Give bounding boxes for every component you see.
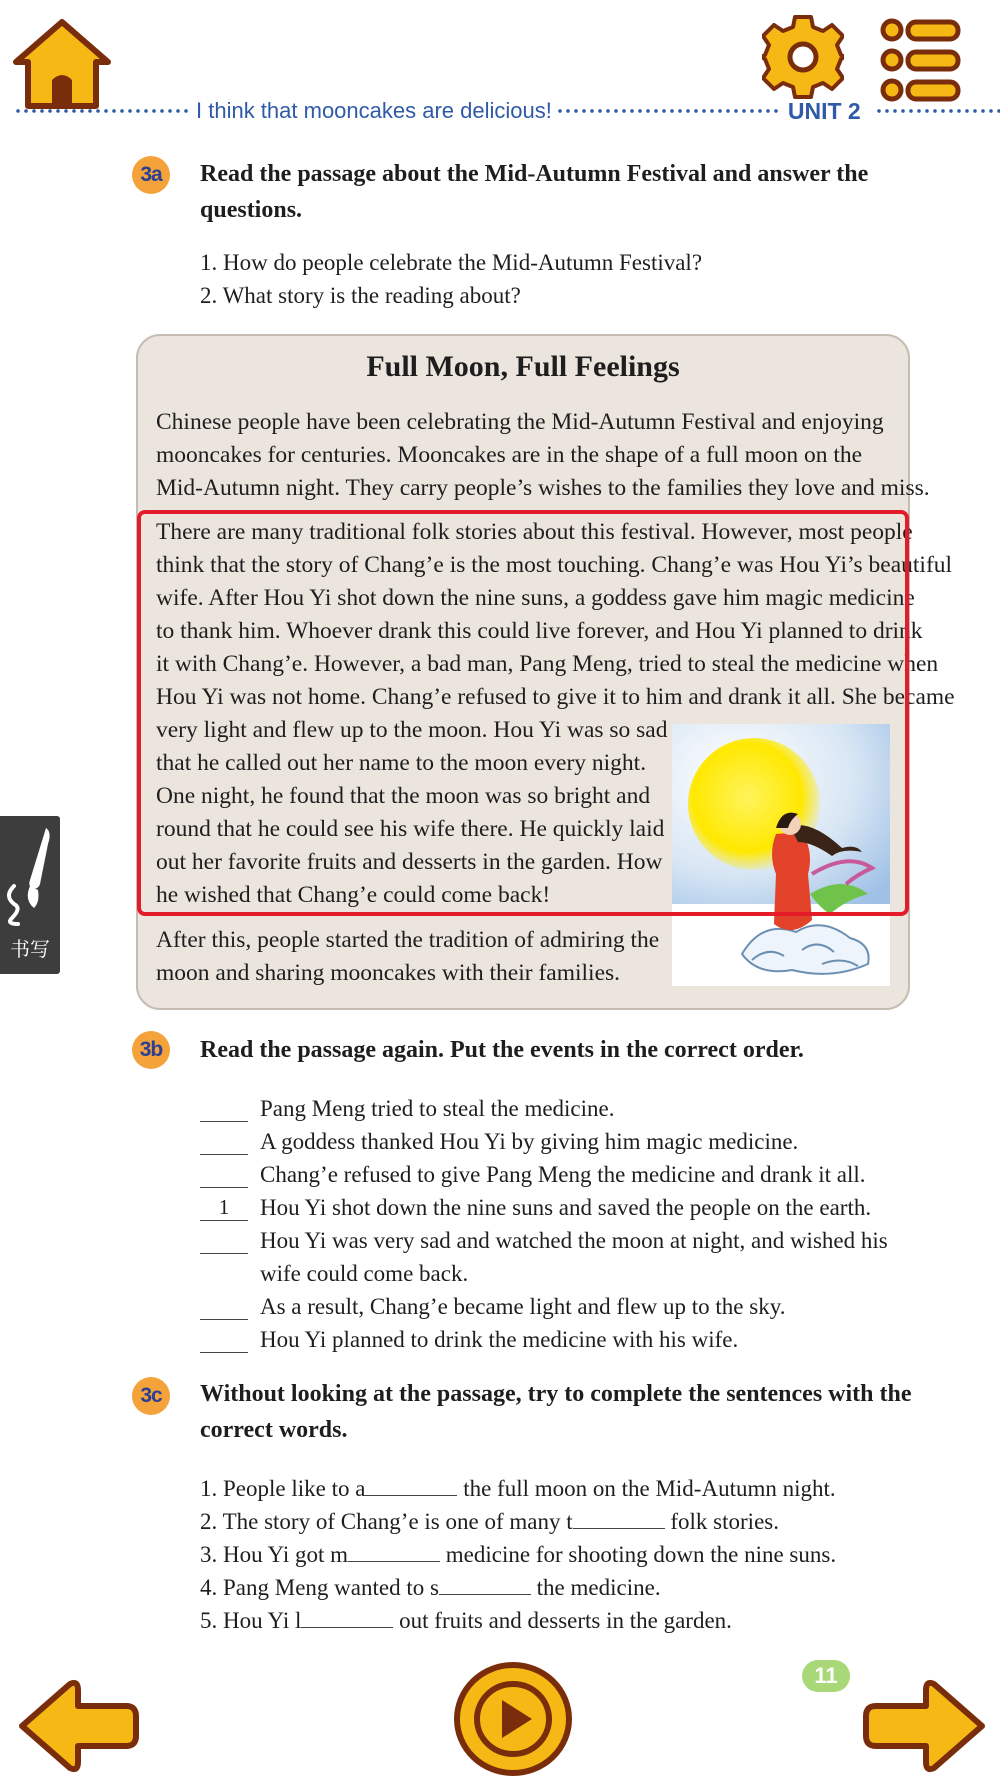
passage-line: wife. After Hou Yi shot down the nine suns, a goddess gave him magic medicine: [156, 585, 915, 611]
section-3b-instruction: Read the passage again. Put the events in the correct order.: [200, 1037, 804, 1063]
sentence-start: 2. The story of Chang’e is one of many t: [200, 1509, 573, 1534]
arrow-left-icon: [14, 1676, 142, 1776]
sentence-end: the medicine.: [530, 1575, 661, 1600]
section-badge-3b: 3b: [132, 1031, 170, 1069]
instruction-line: Read the passage about the Mid-Autumn Festival and answer the: [200, 161, 869, 187]
lesson-title: I think that mooncakes are delicious!: [196, 98, 552, 123]
passage-line: Mid-Autumn night. They carry people’s wishes to the families they love and miss.: [156, 475, 930, 501]
section-3c-instruction: [200, 1376, 912, 1448]
sentence-item: [200, 1505, 836, 1538]
instruction-line: correct words.: [200, 1417, 348, 1443]
event-text: A goddess thanked Hou Yi by giving him magic medicine.: [260, 1129, 799, 1154]
passage-line: very light and flew up to the moon. Hou Yi was so sad: [156, 717, 668, 743]
unit-label: UNIT 2: [787, 97, 861, 124]
instruction-line: Without looking at the passage, try to complete the sentences with the: [200, 1381, 912, 1407]
play-audio-button[interactable]: [452, 1660, 574, 1778]
play-icon: [452, 1660, 574, 1778]
order-blank[interactable]: [200, 1227, 248, 1254]
order-blank[interactable]: 1: [200, 1194, 248, 1221]
reading-passage: [136, 334, 955, 1010]
passage-line: round that he could see his wife there. He quickly laid: [156, 816, 665, 842]
passage-line: to thank him. Whoever drank this could live forever, and Hou Yi planned to drink: [156, 618, 923, 644]
page-number: 11: [802, 1660, 850, 1692]
event-item: [200, 1158, 888, 1191]
event-text: Pang Meng tried to steal the medicine.: [260, 1096, 615, 1121]
moon-goddess-image: [672, 724, 890, 986]
gear-icon: [762, 14, 844, 100]
sentence-item: [200, 1538, 836, 1571]
passage-line: it with Chang’e. However, a bad man, Pang Meng, tried to steal the medicine when: [156, 651, 939, 677]
event-text: Hou Yi planned to drink the medicine with his wife.: [260, 1327, 739, 1352]
question-item: 1. How do people celebrate the Mid-Autumn Festival?: [200, 250, 703, 275]
order-blank[interactable]: [200, 1128, 248, 1155]
header-dots-right: [875, 109, 1000, 113]
event-item: [200, 1125, 888, 1158]
sentence-item: [200, 1472, 836, 1505]
section-badge-3c: 3c: [132, 1377, 170, 1415]
passage-line: he wished that Chang’e could come back!: [156, 882, 551, 908]
order-blank[interactable]: [200, 1326, 248, 1353]
event-text: Chang’e refused to give Pang Meng the medicine and drank it all.: [260, 1162, 866, 1187]
order-blank[interactable]: [200, 1293, 248, 1320]
event-text: As a result, Chang’e became light and flew up to the sky.: [260, 1294, 786, 1319]
sentence-start: 1. People like to a: [200, 1476, 366, 1501]
writing-tool-label: 书写: [10, 937, 50, 961]
passage-line: out her favorite fruits and desserts in the garden. How: [156, 849, 663, 875]
event-text: Hou Yi shot down the nine suns and saved the people on the earth.: [260, 1195, 872, 1220]
section-3a-questions: [200, 246, 702, 312]
answer-blank[interactable]: [301, 1606, 393, 1628]
next-page-button[interactable]: [858, 1676, 990, 1776]
passage-line: moon and sharing mooncakes with their families.: [156, 960, 621, 986]
answer-blank[interactable]: [365, 1474, 457, 1496]
arrow-right-icon: [858, 1676, 990, 1776]
answer-blank[interactable]: [348, 1540, 440, 1562]
passage-line: that he called out her name to the moon every night.: [156, 750, 647, 776]
event-item: [200, 1191, 888, 1224]
section-3a-instruction: [200, 156, 912, 228]
section-badge-3a: 3a: [132, 156, 170, 194]
passage-line: Hou Yi was not home. Chang’e refused to give it to him and drank it all. She became: [156, 684, 955, 710]
sentence-start: 5. Hou Yi l: [200, 1608, 302, 1633]
event-item: [200, 1224, 888, 1290]
sentence-item: [200, 1571, 836, 1604]
sentence-item: [200, 1604, 836, 1637]
sentence-start: 4. Pang Meng wanted to s: [200, 1575, 439, 1600]
changE-moon-illustration: [672, 724, 890, 986]
passage-line: mooncakes for centuries. Mooncakes are in the shape of a full moon on the: [156, 442, 863, 468]
unit-header: [14, 96, 1000, 126]
question-item: 2. What story is the reading about?: [200, 283, 521, 308]
passage-line: Chinese people have been celebrating the Mid-Autumn Festival and enjoying: [156, 409, 884, 435]
brush-icon: [0, 824, 60, 934]
header-dots-middle: [556, 109, 778, 113]
sentence-end: the full moon on the Mid-Autumn night.: [457, 1476, 836, 1501]
list-menu-icon: [880, 14, 964, 106]
sentence-end: out fruits and desserts in the garden.: [393, 1608, 732, 1633]
passage-title: Full Moon, Full Feelings: [366, 350, 680, 383]
paragraph-1: [156, 406, 930, 505]
event-text-line: wife could come back.: [260, 1261, 469, 1286]
event-item: [200, 1290, 888, 1323]
instruction-line: questions.: [200, 197, 303, 223]
passage-line: One night, he found that the moon was so bright and: [156, 783, 651, 809]
event-item: [200, 1092, 888, 1125]
answer-blank[interactable]: [573, 1507, 665, 1529]
paragraph-3: [156, 924, 659, 990]
answer-blank[interactable]: [439, 1573, 531, 1595]
fill-in-sentences: [200, 1472, 836, 1637]
event-item: [200, 1323, 888, 1356]
passage-line: think that the story of Chang’e is the most touching. Chang’e was Hou Yi’s beautiful: [156, 552, 953, 578]
sentence-end: folk stories.: [664, 1509, 779, 1534]
order-blank[interactable]: [200, 1161, 248, 1188]
header-dots-left: [14, 109, 192, 113]
menu-button[interactable]: [880, 14, 964, 106]
order-blank[interactable]: [200, 1095, 248, 1122]
settings-button[interactable]: [762, 14, 844, 100]
writing-tool-button[interactable]: [0, 816, 60, 974]
sentence-start: 3. Hou Yi got m: [200, 1542, 349, 1567]
event-order-list: [200, 1092, 888, 1356]
passage-line: After this, people started the tradition of admiring the: [156, 927, 660, 953]
event-text: [260, 1224, 888, 1290]
previous-page-button[interactable]: [14, 1676, 142, 1776]
event-text-line: Hou Yi was very sad and watched the moon at night, and wished his: [260, 1228, 888, 1253]
passage-line: There are many traditional folk stories about this festival. However, most people: [156, 519, 913, 545]
sentence-end: medicine for shooting down the nine suns.: [440, 1542, 837, 1567]
